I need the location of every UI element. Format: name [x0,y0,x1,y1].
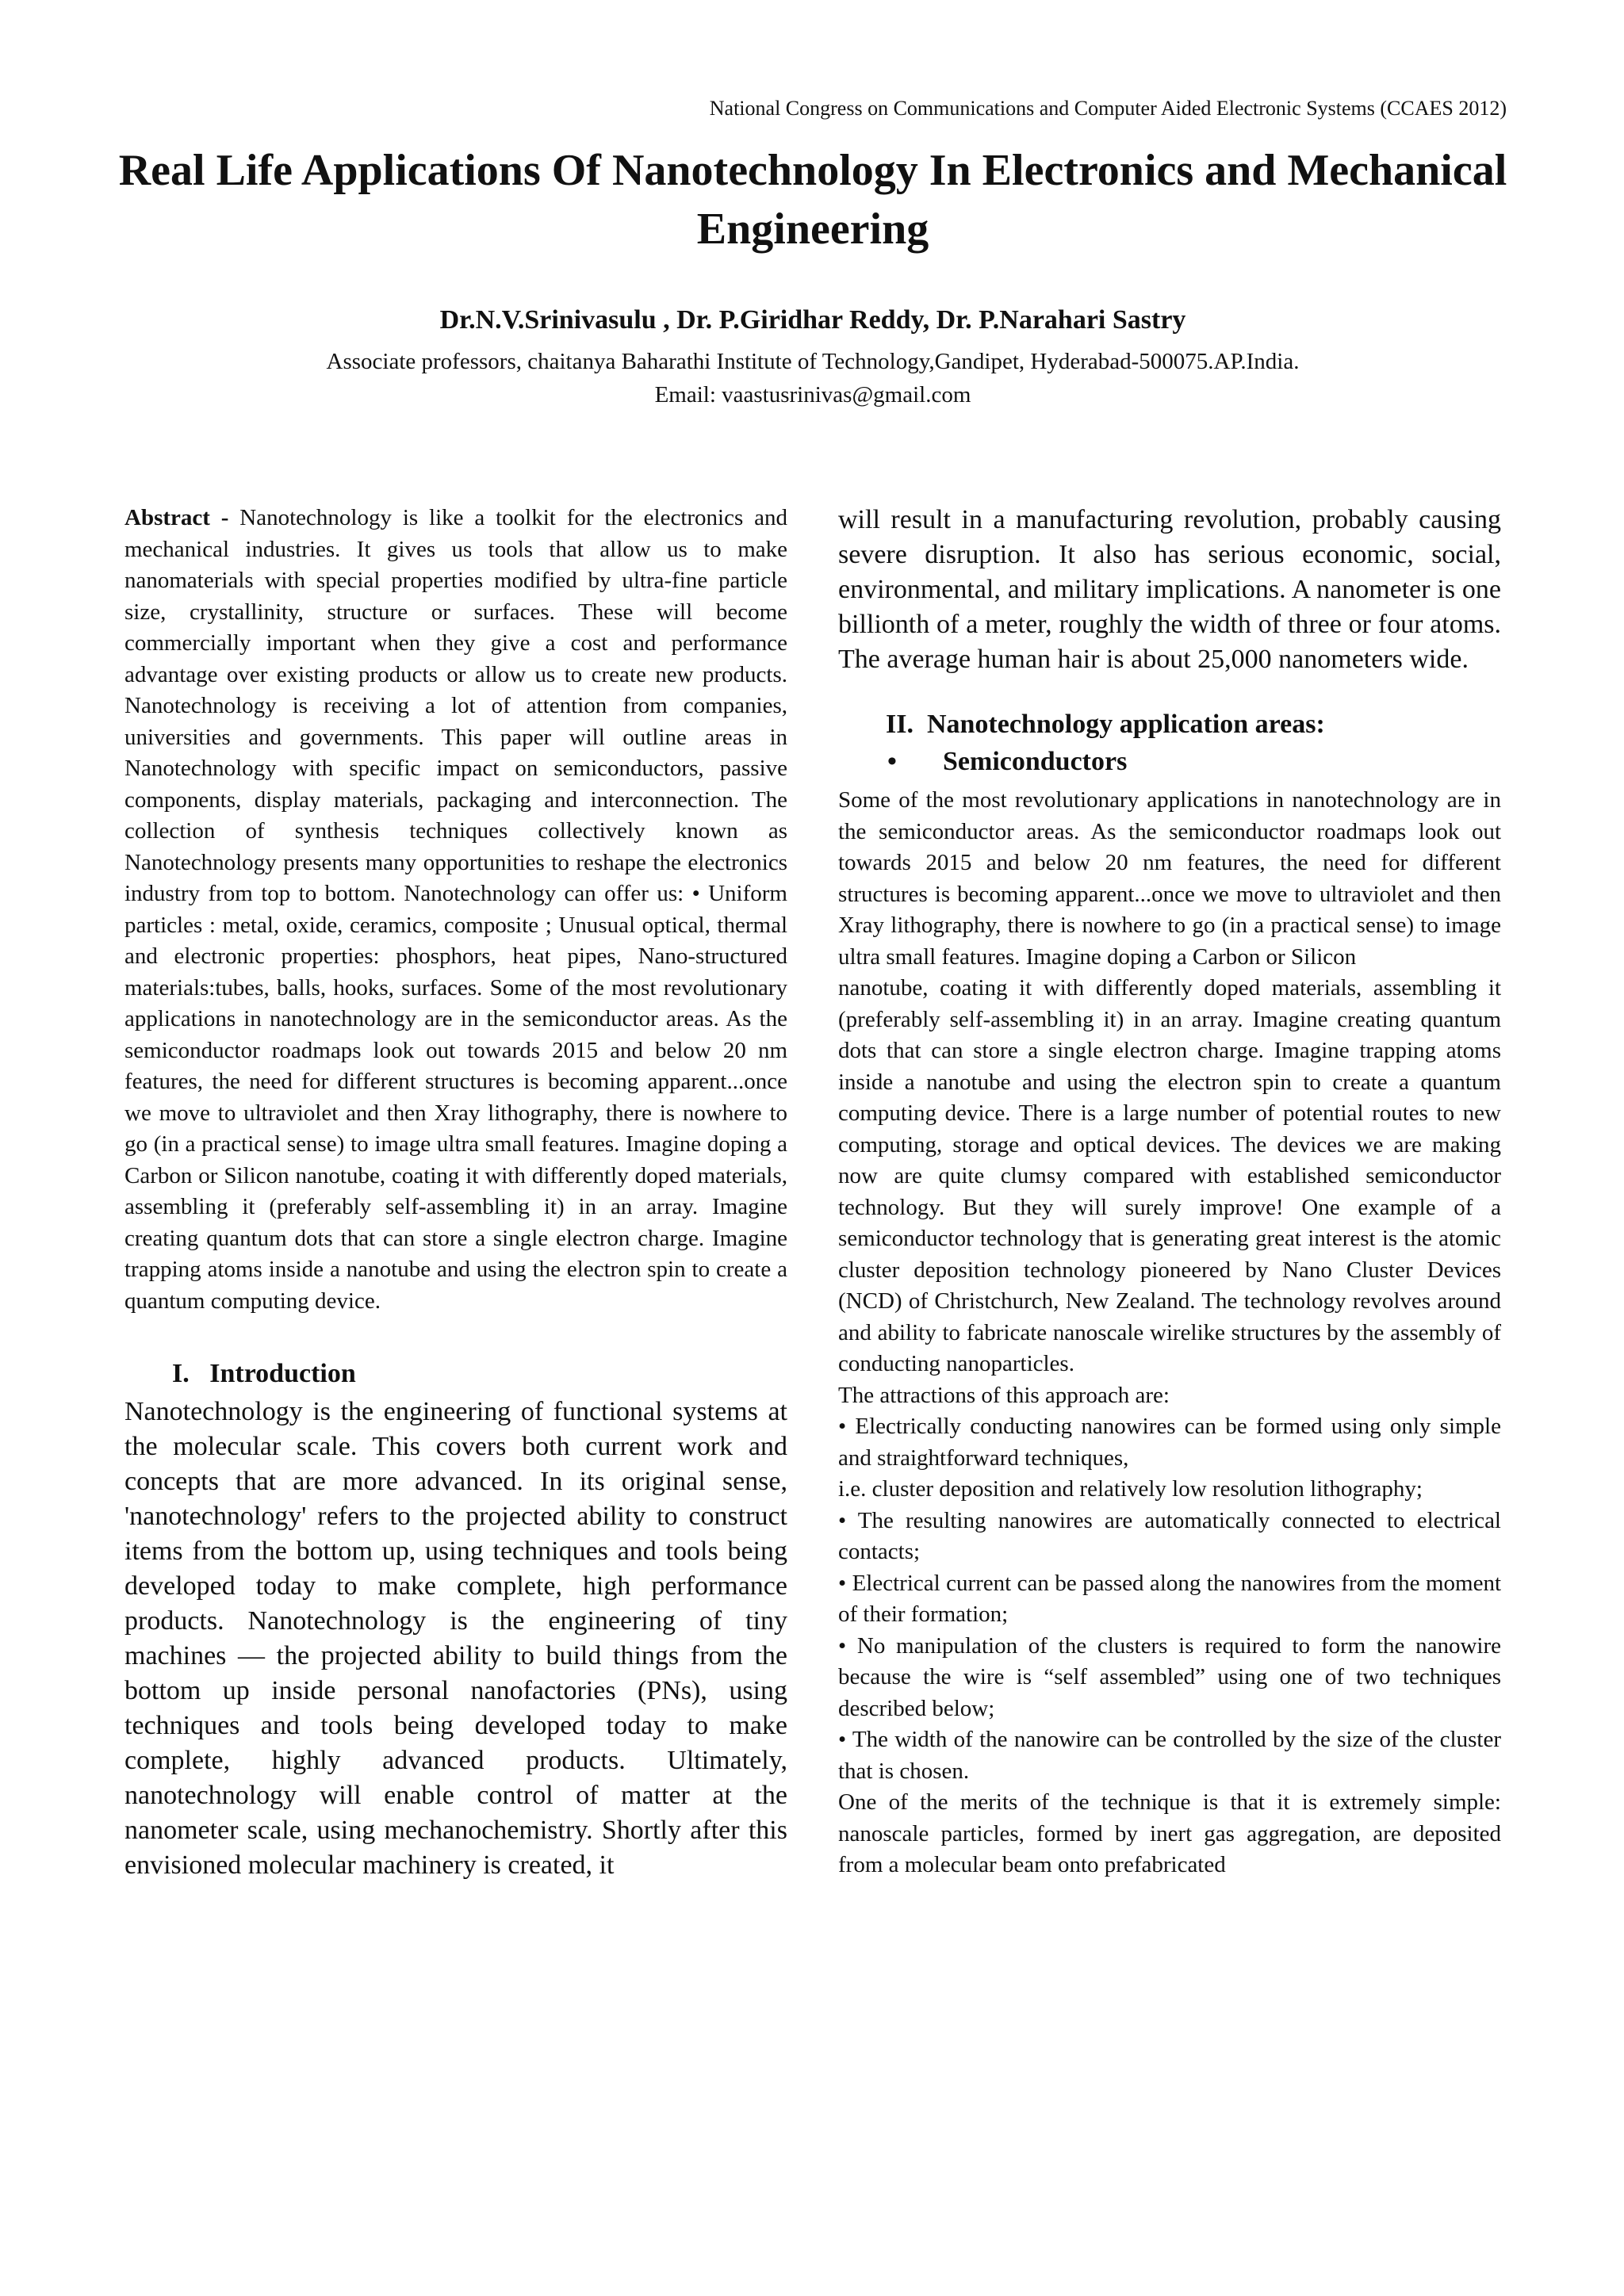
bullet-item: • Electrically conducting nanowires can be formed using only simple and straightforward techniques, [838,1414,1501,1471]
bullet-item: • The resulting nanowires are automatically connected to electrical contacts; [838,1507,1501,1564]
paper-title: Real Life Applications Of Nanotechnology In Electronics and Mechanical Engineering [118,146,1507,254]
section-number: II. [886,710,914,739]
right-column [838,503,1501,1881]
paragraph: The attractions of this approach are: [838,1382,1170,1408]
author-affiliation: Associate professors, chaitanya Baharathi Institute of Technology,Gandipet, Hyderabad-500075.AP.India. [326,349,1300,374]
abstract-text: Nanotechnology is like a toolkit for the electronics and mechanical industries. It gives us tools that allow us to make nanomaterials with special properties modified by ultra-fine particle size, crystallinity, structure or surfaces. These will become commercially important when they give a cost and performance advantage over existing products or allow us to create new products. Nanotechnology is receiving a lot of attention from companies, universities and governments. This paper will outline areas in Nanotechnology with specific impact on semiconductors, passive components, display materials, packaging and interconnection. The collection of synthesis techniques collectively known as Nanotechnology presents many opportunities to reshape the electronics industry from top to bottom. Nanotechnology can offer us: • Uniform particles : metal, oxide, ceramics, composite ; Unusual optical, thermal and electronic properties: phosphors, heat pipes, Nano-structured materials:tubes, balls, hooks, surfaces. Some of the most revolutionary applications in nanotechnology are in the semiconductor areas. As the semiconductor roadmaps look out towards 2015 and below 20 nm features, the need for different structures is becoming apparent...once we move to ultraviolet and then Xray lithography, there is nowhere to go (in a practical sense) to image ultra small features. Imagine doping a Carbon or Silicon nanotube, coating it with differently doped materials, assembling it (preferably self-assembling it) in an array. Imagine creating quantum dots that can store a single electron charge. Imagine trapping atoms inside a nanotube and using the electron spin to create a quantum computing device. [124,505,787,1314]
subsection-heading-semiconductors [887,744,1501,780]
conference-header: National Congress on Communications and Computer Aided Electronic Systems (CCAES 2012) [709,97,1507,120]
bullet-item: • The width of the nanowire can be controlled by the size of the cluster that is chosen. [838,1727,1501,1784]
author-list: Dr.N.V.Srinivasulu , Dr. P.Giridhar Reddy, Dr. P.Narahari Sastry [439,305,1186,335]
left-column [124,503,787,1883]
subsection-title: Semiconductors [943,747,1128,776]
paragraph: nanotube, coating it with differently doped materials, assembling it (preferably self-assembling it) in an array. Imagine creating quantum dots that can store a single electron charge. Imagine trapping atoms inside a nanotube and using the electron spin to create a quantum computing device. There is a large number of potential routes to new computing, storage and optical devices. The devices we are making now are quite clumsy compared with established semiconductor technology. But they will surely improve! One example of a semiconductor technology that is generating great interest is the atomic cluster deposition technology pioneered by Nano Cluster Devices (NCD) of Christchurch, New Zealand. The technology revolves around and ability to fabricate nanoscale wirelike structures by the assembly of conducting nanoparticles. [838,975,1501,1376]
abstract-label: Abstract - [124,505,229,530]
bullet-item: • No manipulation of the clusters is required to form the nanowire because the wire is “self assembled” using one of two techniques described below; [838,1632,1501,1721]
section-heading-introduction [172,1357,787,1391]
section-title: Nanotechnology application areas: [926,710,1325,739]
section-heading-applications [886,707,1501,742]
bullet-icon: • [887,747,897,776]
section-number: I. [172,1359,190,1388]
paragraph: One of the merits of the technique is that it is extremely simple: nanoscale particles, formed by inert gas aggregation, are deposited from a molecular beam onto prefabricated [838,1789,1501,1877]
section-title: Introduction [209,1359,356,1388]
paragraph: i.e. cluster deposition and relatively low resolution lithography; [838,1476,1423,1502]
introduction-paragraph: Nanotechnology is the engineering of functional systems at the molecular scale. This covers both current work and concepts that are more advanced. In its original sense, 'nanotechnology' refers to the projected ability to construct items from the bottom up, using techniques and tools being developed today to make complete, high performance products. Nanotechnology is the engineering of tiny machines — the projected ability to build things from the bottom up inside personal nanofactories (PNs), using techniques and tools being developed today to make complete, highly advanced products. Ultimately, nanotechnology will enable control of matter at the nanometer scale, using mechanochemistry. Shortly after this envisioned molecular machinery is created, it [124,1397,787,1880]
author-email: Email: vaastusrinivas@gmail.com [654,382,971,408]
introduction-continuation: will result in a manufacturing revolution, probably causing severe disruption. It also has serious economic, social, environmental, and military implications. A nanometer is one billionth of a meter, roughly the width of three or four atoms. The average human hair is about 25,000 nanometers wide. [838,505,1501,674]
bullet-item: • Electrical current can be passed along the nanowires from the moment of their formation; [838,1570,1501,1627]
abstract [124,503,787,1317]
paragraph: Some of the most revolutionary applications in nanotechnology are in the semiconductor areas. As the semiconductor roadmaps look out towards 2015 and below 20 nm features, the need for different structures is becoming apparent...once we move to ultraviolet and then Xray lithography, there is nowhere to go (in a practical sense) to image ultra small features. Imagine doping a Carbon or Silicon [838,787,1501,970]
